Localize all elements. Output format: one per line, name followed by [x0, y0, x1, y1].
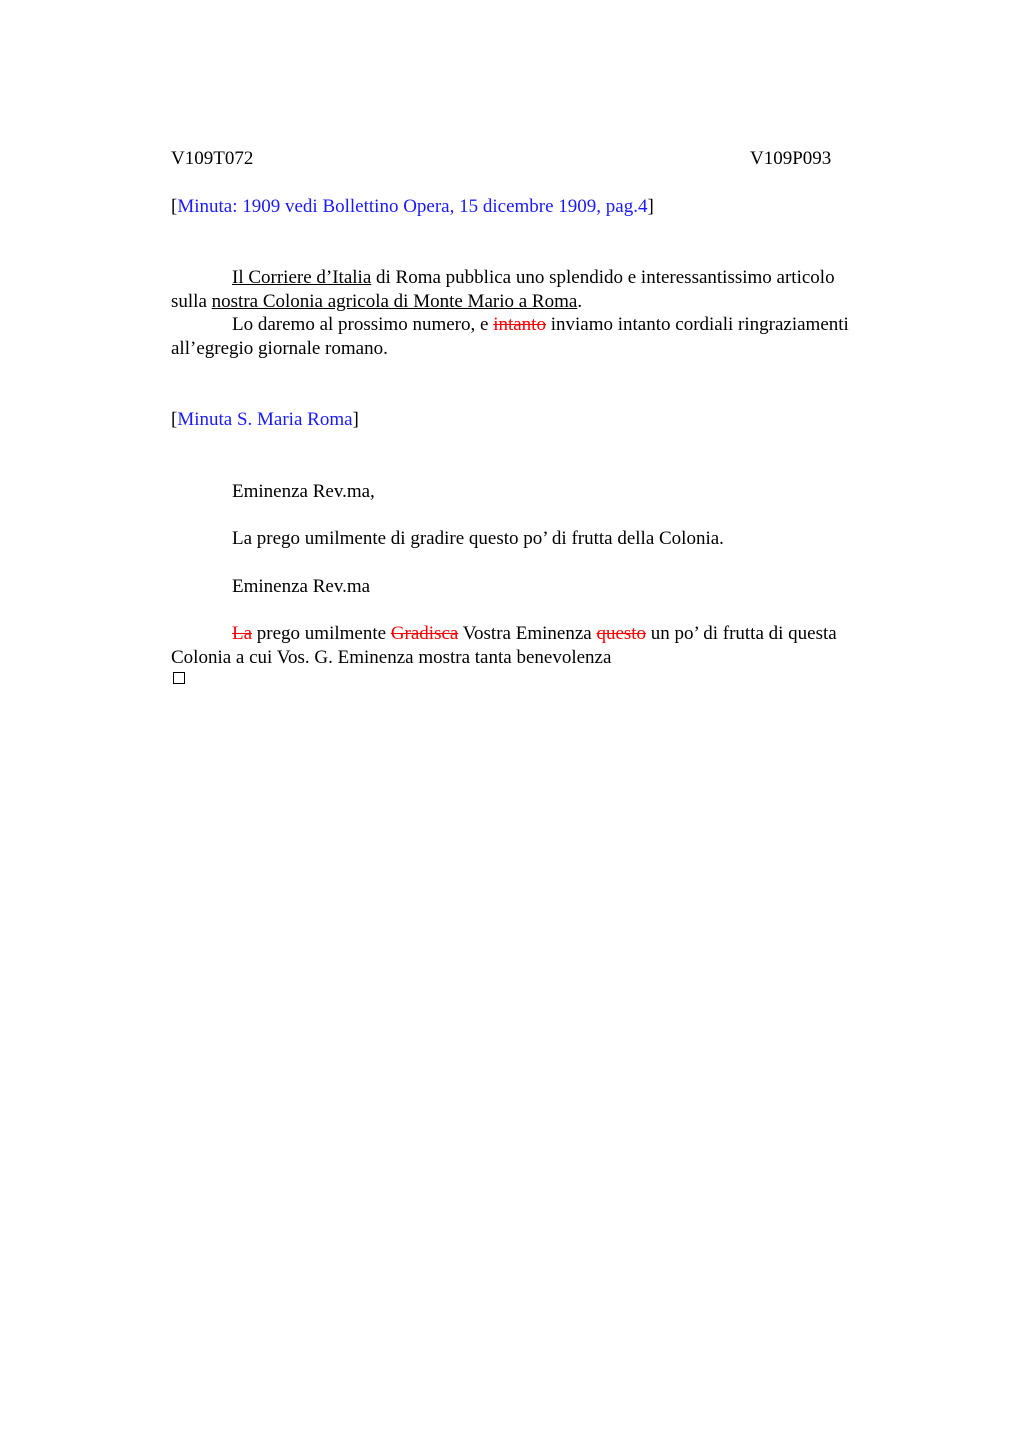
deleted-word: intanto — [493, 314, 546, 335]
note-minuta-text: Minuta S. Maria Roma — [177, 409, 353, 430]
para1-line2-pre: sulla — [171, 291, 212, 312]
newspaper-title: Il Corriere d’Italia — [232, 267, 372, 288]
para2-line1 — [232, 313, 849, 336]
letter2-text: prego umilmente — [252, 623, 391, 644]
deleted-word: questo — [596, 623, 647, 644]
note-bollettino-text: Minuta: 1909 vedi Bollettino Opera, 15 dicembre 1909, pag.4 — [177, 196, 648, 217]
letter2-text: Vostra Eminenza — [458, 623, 597, 644]
letter2-line1 — [232, 622, 837, 645]
bracket-open: [ — [171, 196, 178, 217]
para1-line1-text: di Roma pubblica uno splendido e interessantissimo articolo — [371, 267, 835, 288]
para2-line1-post: inviamo intanto cordiali ringraziamenti — [545, 314, 849, 335]
letter1-body: La prego umilmente di gradire questo po’ di frutta della Colonia. — [232, 528, 724, 549]
deleted-word: Gradisca — [390, 623, 459, 644]
para2-line1-pre: Lo daremo al prossimo numero, e — [232, 314, 494, 335]
colony-name: nostra Colonia agricola di Monte Mario a Roma — [211, 291, 578, 312]
bracket-close: ] — [352, 409, 359, 430]
bracket-close: ] — [647, 196, 654, 217]
deleted-word: La — [232, 623, 253, 644]
para2-line2: all’egregio giornale romano. — [171, 338, 388, 359]
para1-line2-post: . — [577, 291, 583, 312]
bracket-open: [ — [171, 409, 178, 430]
letter1-salutation: Eminenza Rev.ma, — [232, 481, 375, 502]
para1-line1 — [232, 266, 835, 289]
note-minuta — [171, 408, 359, 431]
letter2-salutation: Eminenza Rev.ma — [232, 576, 371, 597]
letter2-line2: Colonia a cui Vos. G. Eminenza mostra tanta benevolenza — [171, 647, 612, 668]
right-code: V109P093 — [750, 148, 832, 169]
para1-line2 — [171, 290, 582, 313]
left-code: V109T072 — [171, 148, 254, 169]
letter2-text: un po’ di frutta di questa — [646, 623, 837, 644]
square-glyph-icon — [173, 672, 185, 684]
note-bollettino — [171, 195, 654, 218]
